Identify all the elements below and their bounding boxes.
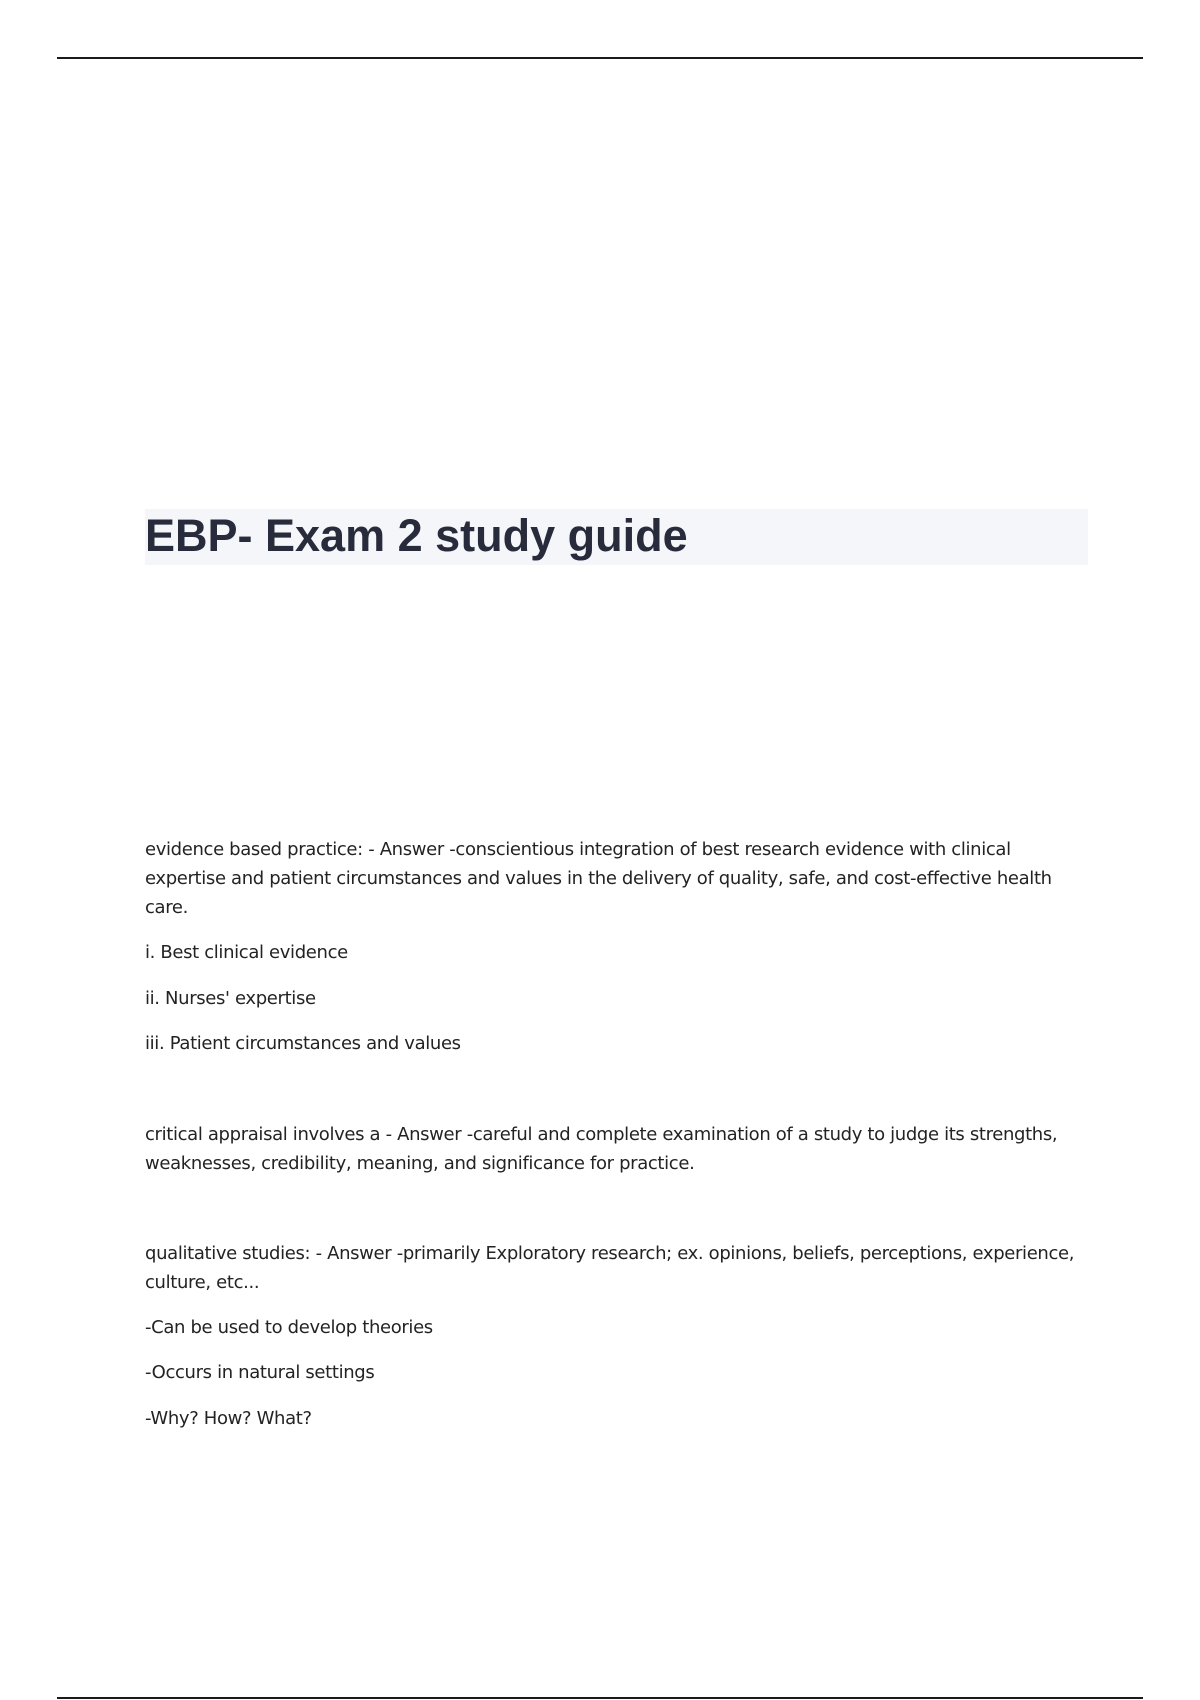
entry-critical-appraisal: critical appraisal involves a - Answer -careful and complete examination of a study to judge its strengths, weaknesses, credibility, meaning, and significance for practice.	[145, 1124, 1058, 1174]
list-item: -Occurs in natural settings	[145, 1362, 375, 1383]
list-item: -Why? How? What?	[145, 1408, 312, 1429]
entry-evidence-based-practice: evidence based practice: - Answer -conscientious integration of best research evidence with clinical expertise and patient circumstances and values in the delivery of quality, safe, and cost-effective health care.	[145, 839, 1052, 918]
document-title: EBP- Exam 2 study guide	[145, 510, 688, 561]
study-guide-content	[145, 835, 1090, 1433]
footer-rule	[57, 1697, 1143, 1699]
list-item: ii. Nurses' expertise	[145, 988, 316, 1009]
entry-qualitative-studies: qualitative studies: - Answer -primarily Exploratory research; ex. opinions, beliefs, perceptions, experience, culture, etc...	[145, 1243, 1075, 1293]
list-item: iii. Patient circumstances and values	[145, 1033, 461, 1054]
list-item: -Can be used to develop theories	[145, 1317, 433, 1338]
header-rule	[57, 57, 1143, 59]
list-item: i. Best clinical evidence	[145, 942, 348, 963]
